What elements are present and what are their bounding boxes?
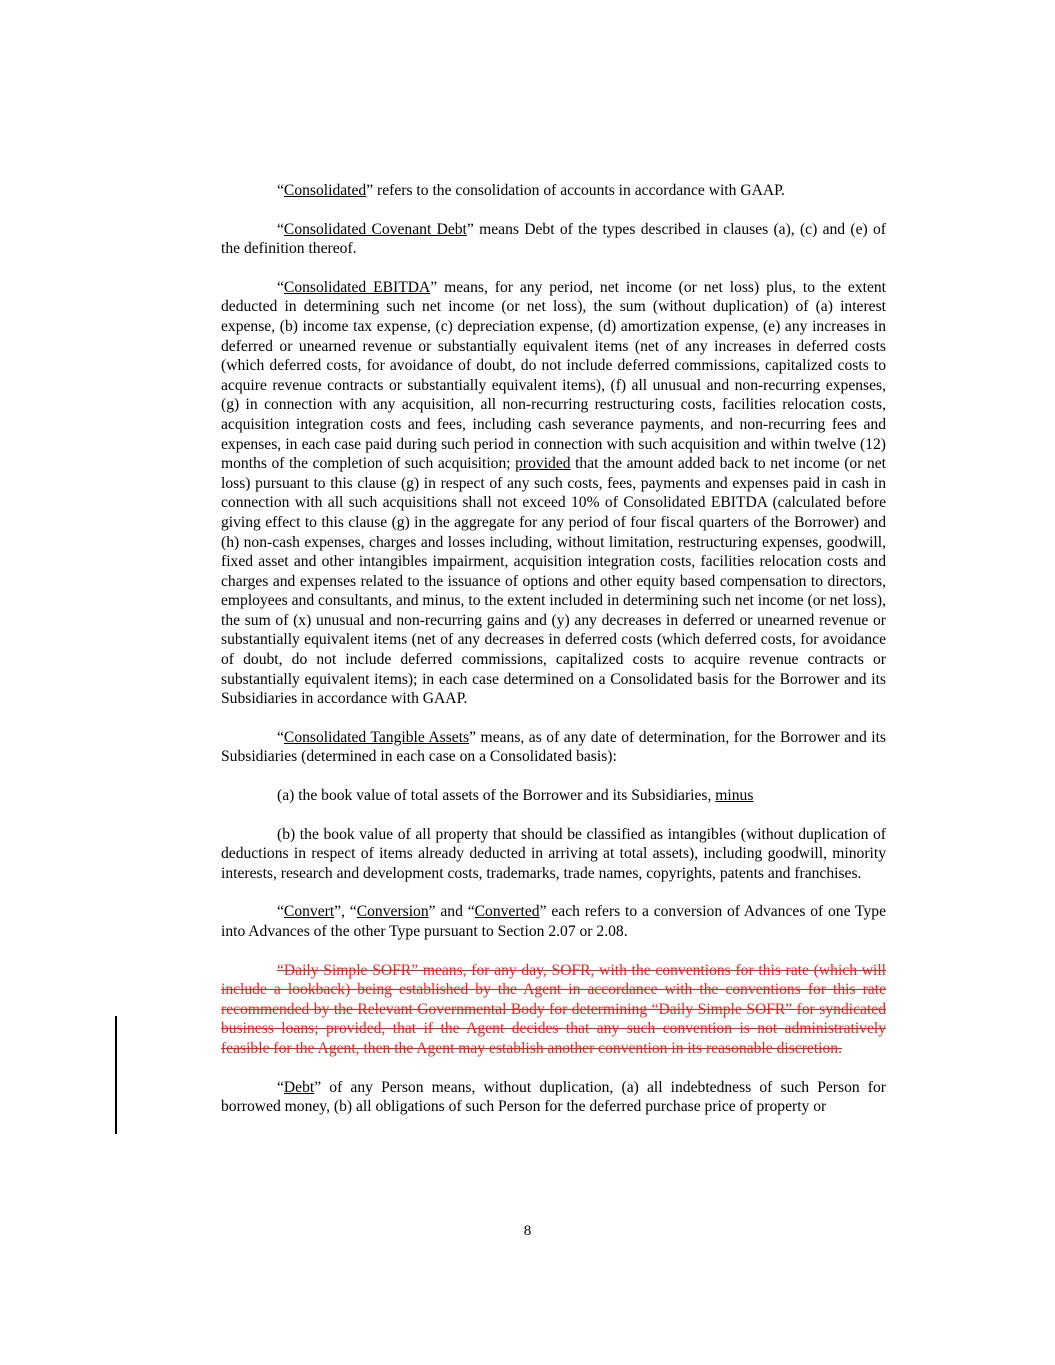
page-number: 8 (523, 1223, 532, 1239)
defined-term: Convert (283, 903, 335, 921)
clause-b-intangibles: (b) the book value of all property that should be classified as intangibles (without duplication of deductions in respect of items already deducted in arriving at total assets), including goodwill, minority interests, research and development costs, trademarks, trade names, copyrights, patents and franchises. (221, 825, 886, 882)
defined-term: Consolidated Covenant Debt (283, 220, 467, 238)
definition-consolidated-covenant-debt: “Consolidated Covenant Debt” means Debt of the types described in clauses (a), (c) and (e) of the definition thereof. (221, 220, 886, 258)
definition-consolidated-tangible-assets: “Consolidated Tangible Assets” means, as of any date of determination, for the Borrower and its Subsidiaries (determined in each case on a Consolidated basis): (221, 728, 886, 766)
document-body (221, 181, 886, 1136)
deleted-text: “Daily Simple SOFR” means, for any day, SOFR, with the conventions for this rate (which will include a lookback) being established by the Agent in accordance with the conventions for this rate recommended by the Relevant Governmental Body for determining “Daily Simple SOFR” for syndicated business loans; provided, that if the Agent decides that any such convention is not administratively feasible for the Agent, then the Agent may establish another convention in its reasonable discretion. (221, 961, 886, 1057)
defined-term: Consolidated EBITDA (283, 278, 431, 296)
revision-change-bar (115, 1016, 117, 1134)
minus-term: minus (715, 787, 754, 805)
defined-term: Debt (283, 1078, 315, 1096)
deleted-definition-daily-simple-sofr (221, 961, 886, 1059)
defined-term: Conversion (356, 903, 429, 921)
definition-debt: “Debt” of any Person means, without duplication, (a) all indebtedness of such Person for borrowed money, (b) all obligations of such Person for the deferred purchase price of property or (221, 1078, 886, 1116)
provided-term: provided (515, 455, 571, 473)
defined-term: Consolidated Tangible Assets (283, 728, 470, 746)
defined-term: Consolidated (283, 182, 367, 199)
defined-term: Converted (474, 903, 540, 921)
definition-consolidated: “Consolidated” refers to the consolidation of accounts in accordance with GAAP. (277, 182, 785, 199)
definition-consolidated-ebitda: “Consolidated EBITDA” means, for any period, net income (or net loss) plus, to the extent deducted in determining such net income (or net loss), the sum (without duplication) of (a) interest expense, (b) income tax expense, (c) depreciation expense, (d) amortization expense, (e) any increases in deferred or unearned revenue or substantially equivalent items (net of any increases in deferred costs (which deferred costs, for avoidance of doubt, do not include deferred commissions, capitalized costs to acquire revenue contracts or substantially equivalent items), (f) all unusual and non-recurring expenses, (g) in connection with any acquisition, all non-recurring restructuring costs, facilities relocation costs, acquisition integration costs and fees, including cash severance payments, and non-recurring fees and expenses, in each case paid during such period in connection with such acquisition and within twelve (12) months of the completion of such acquisition; provided that the amount added back to net income (or net loss) pursuant to this clause (g) in respect of any such costs, fees, payments and expenses paid in cash in connection with all such acquisitions shall not exceed 10% of Consolidated EBITDA (calculated before giving effect to this clause (g) in the aggregate for any period of four fiscal quarters of the Borrower) and (h) non-cash expenses, charges and losses including, without limitation, restructuring expenses, goodwill, fixed asset and other intangibles impairment, acquisition integration costs, facilities relocation costs and charges and expenses related to the issuance of options and other equity based compensation to directors, employees and consultants, and minus, to the extent included in determining such net income (or net loss), the sum of (x) unusual and non-recurring gains and (y) any decreases in deferred or unearned revenue or substantially equivalent items (net of any decreases in deferred costs (which deferred costs, for avoidance of doubt, do not include deferred commissions, capitalized costs to acquire revenue contracts or substantially equivalent items); in each case determined on a Consolidated basis for the Borrower and its Subsidiaries in accordance with GAAP. (221, 278, 886, 708)
definition-convert: “Convert”, “Conversion” and “Converted” each refers to a conversion of Advances of one Type into Advances of the other Type pursuant to Section 2.07 or 2.08. (221, 903, 887, 940)
clause-a-book-value: (a) the book value of total assets of the Borrower and its Subsidiaries, minus (277, 787, 754, 805)
